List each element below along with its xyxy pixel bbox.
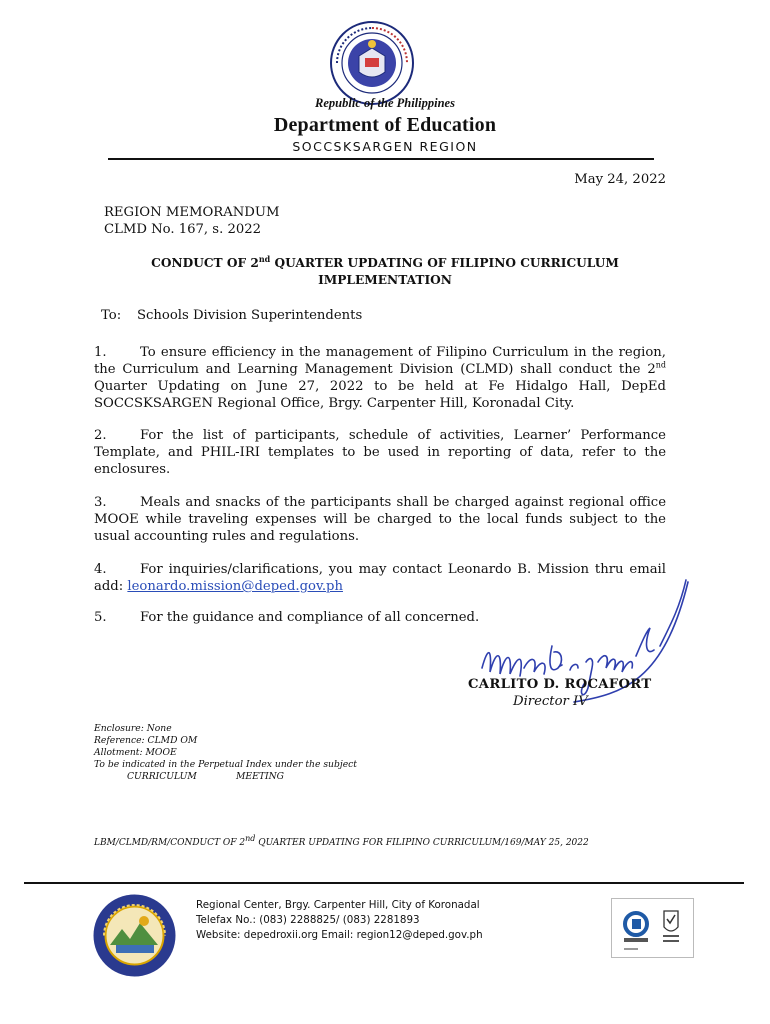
to-recipient: Schools Division Superintendents bbox=[137, 308, 363, 323]
region-heading: SOCCSKSARGEN REGION bbox=[292, 139, 478, 154]
paragraph-text: For inquiries/clarifications, you may contact Leonardo B. Mission thru email add: bbox=[94, 562, 666, 594]
memo-type: REGION MEMORANDUM bbox=[104, 205, 280, 220]
department-heading: Department of Education bbox=[273, 114, 497, 136]
paragraph-text: To ensure efficiency in the management of Filipino Curriculum in the region, the Curriculum and Learning Management Division (CLMD) shall conduct the 2 bbox=[94, 345, 666, 377]
deped-seal-logo bbox=[329, 20, 415, 106]
index-subject-meeting: MEETING bbox=[236, 771, 284, 782]
footer-address: Regional Center, Brgy. Carpenter Hill, City of Koronadal bbox=[196, 899, 480, 911]
header-divider bbox=[108, 158, 654, 160]
paragraph-text-cont: Quarter Updating on June 27, 2022 to be held at Fe Hidalgo Hall, DepEd SOCCSKSARGEN Regional Office, Brgy. Carpenter Hill, Koronadal City. bbox=[94, 379, 666, 411]
paragraph-number: 1. bbox=[94, 345, 107, 360]
republic-heading: Republic of the Philippines bbox=[315, 96, 455, 110]
paragraph-text: For the guidance and compliance of all concerned. bbox=[140, 610, 480, 625]
signatory-title: Director IV bbox=[513, 694, 588, 709]
enclosure-note: Enclosure: None bbox=[94, 723, 172, 734]
certification-badges bbox=[611, 898, 694, 958]
subject-line2: IMPLEMENTATION bbox=[318, 273, 452, 287]
paragraph-1 bbox=[94, 344, 666, 412]
paragraph-number: 3. bbox=[94, 495, 107, 510]
paragraph-number: 4. bbox=[94, 562, 107, 577]
reference-code-superscript: nd bbox=[245, 834, 256, 843]
paragraph-3 bbox=[94, 494, 666, 545]
subject-part2: QUARTER UPDATING OF FILIPINO CURRICULUM bbox=[270, 256, 619, 270]
paragraph-text: Meals and snacks of the participants shall be charged against regional office MOOE while traveling expenses will be charged to the local funds subject to the usual accounting rules and regulations. bbox=[94, 495, 666, 544]
subject-part1: CONDUCT OF 2 bbox=[151, 256, 259, 270]
reference-code-part1: LBM/CLMD/RM/CONDUCT OF 2 bbox=[94, 838, 246, 848]
contact-email-link[interactable]: leonardo.mission@deped.gov.ph bbox=[127, 579, 343, 594]
signatory-name: CARLITO D. ROCAFORT bbox=[468, 677, 652, 692]
paragraph-2 bbox=[94, 427, 666, 478]
footer-website-email: Website: depedroxii.org Email: region12@deped.gov.ph bbox=[196, 929, 483, 941]
memo-date: May 24, 2022 bbox=[574, 172, 666, 187]
memo-subject bbox=[104, 255, 666, 289]
memo-number: CLMD No. 167, s. 2022 bbox=[104, 222, 262, 237]
allotment-note: Allotment: MOOE bbox=[94, 747, 177, 758]
footer-divider bbox=[24, 882, 744, 884]
document-reference-code bbox=[94, 834, 589, 848]
regional-office-seal-logo bbox=[92, 893, 177, 978]
to-label: To: bbox=[101, 308, 122, 323]
reference-note: Reference: CLMD OM bbox=[94, 735, 198, 746]
index-subject-curriculum: CURRICULUM bbox=[127, 771, 197, 782]
paragraph-number: 2. bbox=[94, 428, 107, 443]
perpetual-index-note: To be indicated in the Perpetual Index under the subject bbox=[94, 759, 357, 770]
paragraph-number: 5. bbox=[94, 610, 107, 625]
footer-telefax: Telefax No.: (083) 2288825/ (083) 2281893 bbox=[196, 914, 420, 926]
certification-logos-icon bbox=[612, 899, 693, 957]
reference-code-part2: QUARTER UPDATING FOR FILIPINO CURRICULUM/169/MAY 25, 2022 bbox=[255, 838, 589, 848]
paragraph-text: For the list of participants, schedule of activities, Learner’ Performance Template, and PHIL-IRI templates to be used in reporting of data, refer to the enclosures. bbox=[94, 428, 666, 477]
subject-superscript: nd bbox=[258, 253, 271, 264]
paragraph-superscript: nd bbox=[655, 360, 666, 370]
